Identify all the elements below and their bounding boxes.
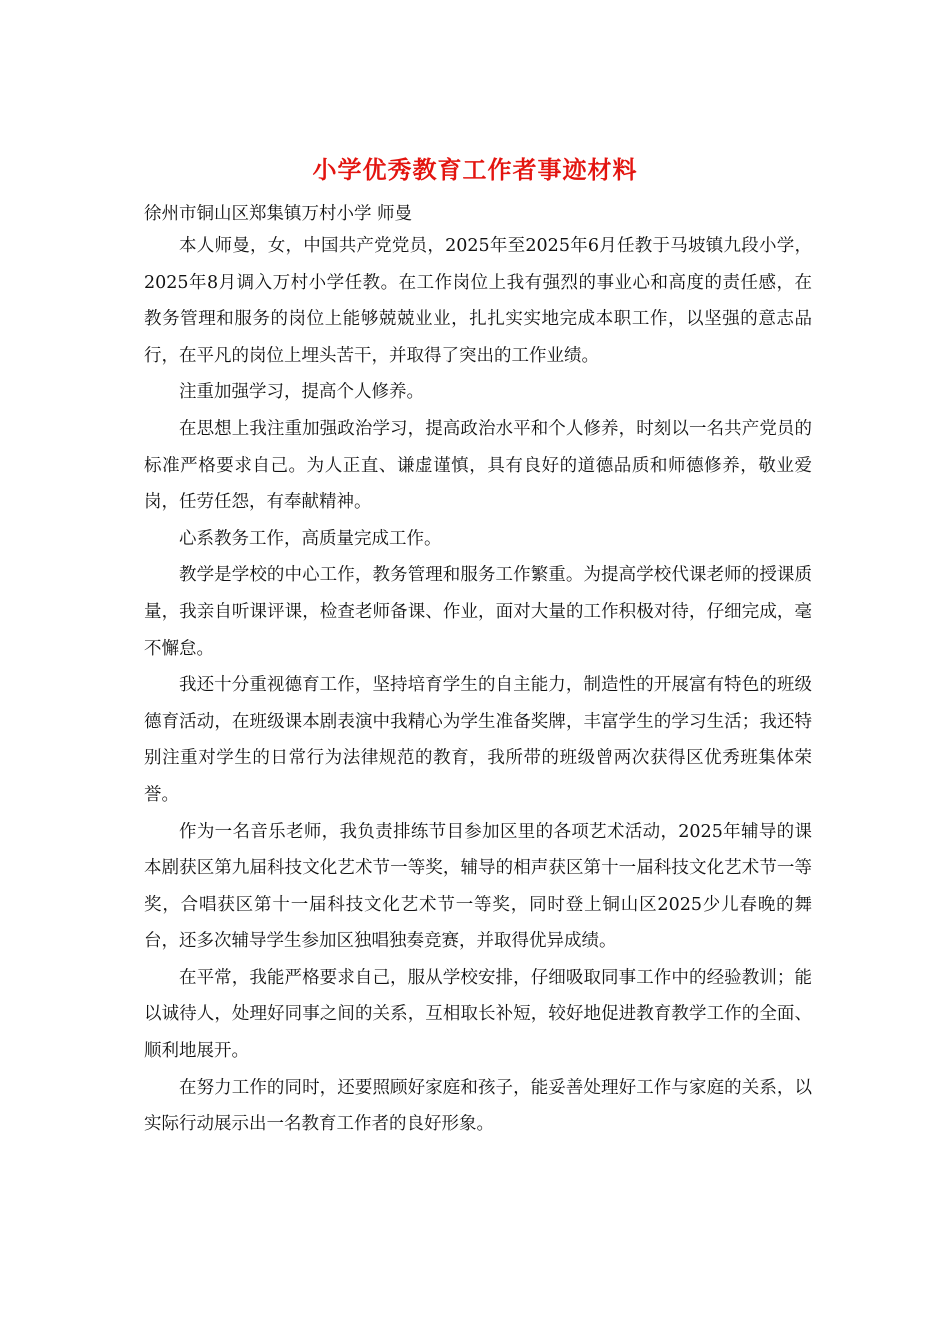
section-heading-work: 心系教务工作，高质量完成工作。 [179, 528, 442, 549]
paragraph-daily-conduct: 在平常，我能严格要求自己，服从学校安排，仔细吸取同事工作中的经验教训；能以诚待人，处理好同事之间的关系，互相取长补短，较好地促进教育教学工作的全面、顺利地展开。 [144, 967, 812, 1062]
paragraph-study: 在思想上我注重加强政治学习，提高政治水平和个人修养，时刻以一名共产党员的标准严格要求自己。为人正直、谦虚谨慎，具有良好的道德品质和师德修养，敬业爱岗，任劳任怨，有奉献精神。 [144, 418, 812, 513]
section-heading-study: 注重加强学习，提高个人修养。 [179, 382, 424, 403]
author-line: 徐州市铜山区郑集镇万村小学 师曼 [144, 204, 413, 224]
paragraph-teaching: 教学是学校的中心工作，教务管理和服务工作繁重。为提高学校代课老师的授课质量，我亲自听课评课，检查老师备课、作业，面对大量的工作积极对待，仔细完成，毫不懈怠。 [144, 565, 812, 659]
document-title: 小学优秀教育工作者事迹材料 [312, 155, 638, 184]
paragraph-moral-education: 我还十分重视德育工作，坚持培育学生的自主能力，制造性的开展富有特色的班级德育活动，在班级课本剧表演中我精心为学生准备奖牌，丰富学生的学习生活；我还特别注重对学生的日常行为法律规范的教育，我所带的班级曾两次获得区优秀班集体荣誉。 [144, 675, 812, 805]
document-body [144, 228, 812, 1143]
paragraph-family: 在努力工作的同时，还要照顾好家庭和孩子，能妥善处理好工作与家庭的关系，以实际行动展示出一名教育工作者的良好形象。 [144, 1077, 812, 1135]
paragraph-intro: 本人师曼，女，中国共产党党员，2025年至2025年6月任教于马坡镇九段小学，2025年8月调入万村小学任教。在工作岗位上我有强烈的事业心和高度的责任感，在教务管理和服务的岗位上能够兢兢业业，扎扎实实地完成本职工作，以坚强的意志品行，在平凡的岗位上埋头苦干，并取得了突出的工作业绩。 [144, 236, 812, 366]
paragraph-music-teacher: 作为一名音乐老师，我负责排练节目参加区里的各项艺术活动，2025年辅导的课本剧获区第九届科技文化艺术节一等奖，辅导的相声获区第十一届科技文化艺术节一等奖，合唱获区第十一届科技文化艺术节一等奖，同时登上铜山区2025少儿春晚的舞台，还多次辅导学生参加区独唱独奏竞赛，并取得优异成绩。 [144, 821, 812, 952]
